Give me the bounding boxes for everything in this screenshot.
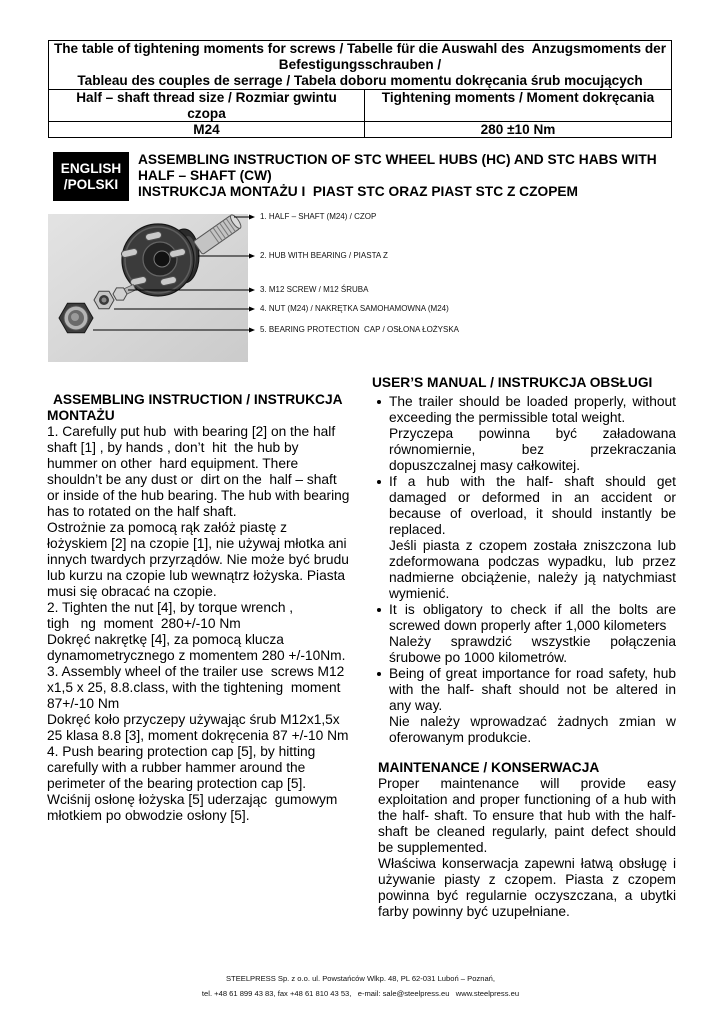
language-badge-line: ENGLISH bbox=[60, 161, 122, 176]
maintenance-text-line: Proper maintenance will provide easy bbox=[378, 776, 676, 791]
assembly-text-line: Wciśnij osłonę łożyska [5] uderzając gumowym bbox=[47, 792, 338, 807]
manual-text-line: równomiernie, bez przekraczania bbox=[389, 442, 676, 457]
bullet-icon bbox=[377, 400, 381, 404]
assembly-text-line: 1. Carefully put hub with bearing [2] on the half bbox=[47, 424, 336, 439]
hub-assembly-illustration bbox=[48, 205, 260, 365]
assembly-text-line: carefully with a rubber hammer around the bbox=[47, 760, 306, 775]
assembly-text-line: lub kurzu na czopie lub wewnątrz łożyska. Piasta bbox=[47, 568, 346, 583]
manual-bullet-item bbox=[372, 474, 676, 602]
maintenance-body bbox=[378, 776, 676, 920]
manual-text-line: Nie należy wprowadzać żadnych zmian w bbox=[389, 714, 676, 729]
table-title-cell bbox=[49, 41, 671, 90]
assembly-text-line: młotkiem po obwodzie osłony [5]. bbox=[47, 808, 250, 823]
assembly-text-line: has to rotated on the half shaft. bbox=[47, 504, 237, 519]
maintenance-text-line: używanie piasty z czopem. Piasta z czopem bbox=[378, 872, 676, 887]
table-row bbox=[49, 122, 671, 137]
assembly-text-line: łożyskiem [2] na czopie [1], nie używaj młotka ani bbox=[47, 536, 347, 551]
maintenance-heading: MAINTENANCE / KONSERWACJA bbox=[378, 760, 600, 775]
manual-text-line: replaced. bbox=[389, 522, 446, 537]
instruction-title bbox=[138, 152, 657, 200]
manual-text-line: because of overload, it should instantly be bbox=[389, 506, 676, 521]
bullet-text bbox=[389, 394, 676, 474]
assembly-text-line: perimeter of the bearing protection cap [5]. bbox=[47, 776, 307, 791]
assembly-body bbox=[47, 424, 359, 824]
assembly-text-line: hummer on other hard equipment. There bbox=[47, 456, 299, 471]
assembly-text-line: x1,5 x 25, 8.8.class, with the tightening moment bbox=[47, 680, 341, 695]
manual-text-line: damaged or deformed in an accident or bbox=[389, 490, 676, 505]
assembly-text-line: innych twardych przyrządów. Nie może być brudu bbox=[47, 552, 349, 567]
assembly-text-line: dynamometrycznego z momentem 280 +/-10Nm. bbox=[47, 648, 346, 663]
nut-drawing bbox=[94, 291, 114, 308]
thread-size-header-line: Half – shaft thread size / Rozmiar gwintu bbox=[76, 90, 337, 105]
manual-text-line: exceeding the permissible total weight. bbox=[389, 410, 626, 425]
instruction-title-line: INSTRUKCJA MONTAŻU I PIAST STC ORAZ PIAST STC Z CZOPEM bbox=[138, 184, 578, 199]
bullet-icon bbox=[377, 672, 381, 676]
manual-text-line: with the half- shaft should not be altered in bbox=[389, 682, 676, 697]
part-label-hub: 2. HUB WITH BEARING / PIASTA Z bbox=[260, 251, 388, 260]
maintenance-text-line: farby powinny być uzupełniane. bbox=[378, 904, 570, 919]
thread-size-header-line: czopa bbox=[187, 105, 226, 121]
table-title-line: The table of tightening moments for screws / Tabelle für die Auswahl des Anzugsmoments der bbox=[53, 41, 667, 56]
assembly-text-line: tigh ng moment 280+/-10 Nm bbox=[47, 616, 241, 631]
assembly-text-line: Dokręć nakrętkę [4], za pomocą klucza bbox=[47, 632, 284, 647]
language-badge-line: /POLSKI bbox=[63, 177, 119, 192]
assembly-text-line: 25 klasa 8.8 [3], moment dokręcenia 87 +/-10 Nm bbox=[47, 728, 349, 743]
bullet-text bbox=[389, 666, 676, 746]
manual-text-line: Należy sprawdzić wszystkie połączenia bbox=[389, 634, 676, 649]
assembly-text-line: 4. Push bearing protection cap [5], by hitting bbox=[47, 744, 316, 759]
assembly-text-line: 2. Tighten the nut [4], by torque wrench , bbox=[47, 600, 294, 615]
manual-text-line: zdeformowana podczas wypadku, lub przez bbox=[389, 554, 676, 569]
maintenance-text-line: shaft be cleaned regularly, paint defect should bbox=[378, 824, 676, 839]
manual-text-line: screwed down properly after 1,000 kilometers bbox=[389, 618, 667, 633]
table-header-row bbox=[49, 90, 671, 122]
wheel-stud-drawing bbox=[164, 280, 173, 282]
part-label-screw: 3. M12 SCREW / M12 ŚRUBA bbox=[260, 285, 369, 294]
footer-address: STEELPRESS Sp. z o.o. ul. Powstańców Wlkp. 48, PL 62-031 Luboń – Poznań, bbox=[225, 974, 496, 983]
part-label-cap: 5. BEARING PROTECTION CAP / OSŁONA ŁOŻYSKA bbox=[260, 325, 460, 334]
table-title-line: Tableau des couples de serrage / Tabela doboru momentu dokręcania śrub mocujących bbox=[77, 73, 643, 88]
assembly-text-line: or inside of the hub bearing. The hub with bearing bbox=[47, 488, 350, 503]
bullet-text bbox=[389, 602, 676, 666]
table-title-line: Befestigungsschrauben / bbox=[278, 57, 442, 72]
manual-text-line: any way. bbox=[389, 698, 443, 713]
wheel-stud-drawing bbox=[173, 252, 182, 254]
instruction-title-line: HALF – SHAFT (CW) bbox=[138, 168, 272, 183]
wheel-stud-drawing bbox=[134, 280, 143, 282]
wheel-stud-drawing bbox=[149, 235, 158, 237]
manual-text-line: wymienić. bbox=[389, 586, 450, 601]
assembly-text-line: shaft [1] , by hands , don’t hit the hub by bbox=[47, 440, 299, 455]
maintenance-text-line: Właściwa konserwacja zapewni łatwą obsługę i bbox=[378, 856, 676, 871]
assembly-text-line: 87+/-10 Nm bbox=[47, 696, 120, 711]
manual-bullet-item bbox=[372, 602, 676, 666]
manual-text-line: śrubowe po 1000 kilometrów. bbox=[389, 650, 568, 665]
bullet-text bbox=[389, 474, 676, 602]
maintenance-text-line: exploitation and proper functioning of a hub with bbox=[378, 792, 676, 807]
tightening-moment-cell: 280 ±10 Nm bbox=[480, 122, 556, 137]
assembly-heading: ASSEMBLING INSTRUCTION / INSTRUKCJA bbox=[53, 392, 343, 407]
thread-size-cell: M24 bbox=[49, 122, 365, 137]
manual-text-line: Przyczepa powinna być załadowana bbox=[389, 426, 676, 441]
wheel-stud-drawing bbox=[125, 252, 134, 254]
manual-bullet-item bbox=[372, 666, 676, 746]
thread-size-header bbox=[49, 90, 365, 121]
manual-text-line: nadmierne obciążenie, należy ją natychmiast bbox=[389, 570, 676, 585]
maintenance-text-line: the half- shaft. To ensure that hub with the half- bbox=[378, 808, 676, 823]
manual-text-line: Being of great importance for road safety, hub bbox=[389, 666, 676, 681]
instruction-title-line: ASSEMBLING INSTRUCTION OF STC WHEEL HUBS (HC) AND STC HABS WITH bbox=[138, 152, 657, 167]
tightening-moment-header: Tightening moments / Moment dokręcania bbox=[381, 90, 655, 105]
manual-text-line: Jeśli piasta z czopem została zniszczona lub bbox=[389, 538, 676, 553]
manual-text-line: oferowanym produkcie. bbox=[389, 730, 532, 745]
users-manual-list bbox=[372, 394, 676, 746]
company-footer bbox=[0, 971, 721, 1001]
assembly-text-line: 3. Assembly wheel of the trailer use screws M12 bbox=[47, 664, 345, 679]
assembly-instructions bbox=[47, 392, 359, 824]
assembly-text-line: shouldn’t be any dust or dirt on the half – shaft bbox=[47, 472, 337, 487]
manual-text-line: dopuszczalnej masy całkowitej. bbox=[389, 458, 581, 473]
users-manual-heading: USER’S MANUAL / INSTRUKCJA OBSŁUGI bbox=[372, 375, 653, 390]
manual-text-line: It is obligatory to check if all the bolts are bbox=[389, 602, 676, 617]
manual-bullet-item bbox=[372, 394, 676, 474]
assembly-text-line: musi się obracać na czopie. bbox=[47, 584, 217, 599]
footer-contact: tel. +48 61 899 43 83, fax +48 61 810 43 53, e-mail: sale@steelpress.eu www.steelpress.eu bbox=[201, 989, 520, 998]
part-label-nut: 4. NUT (M24) / NAKRĘTKA SAMOHAMOWNA (M24) bbox=[260, 304, 449, 313]
manual-text-line: The trailer should be loaded properly, without bbox=[389, 394, 676, 409]
assembly-heading: MONTAŻU bbox=[47, 408, 115, 423]
assembly-text-line: Dokręć koło przyczepy używając śrub M12x1,5x bbox=[47, 712, 340, 727]
assembly-text-line: Ostrożnie za pomocą rąk załóż piastę z bbox=[47, 520, 287, 535]
manual-text-line: If a hub with the half- shaft should get bbox=[389, 474, 676, 489]
language-badge bbox=[53, 152, 129, 201]
maintenance-text-line: be supplemented. bbox=[378, 840, 488, 855]
bullet-icon bbox=[377, 480, 381, 484]
part-label-half-shaft: 1. HALF – SHAFT (M24) / CZOP bbox=[260, 212, 377, 221]
maintenance-text-line: powinna być regularnie oczyszczana, a ubytki bbox=[378, 888, 676, 903]
bullet-icon bbox=[377, 608, 381, 612]
tightening-moments-table bbox=[48, 40, 672, 138]
